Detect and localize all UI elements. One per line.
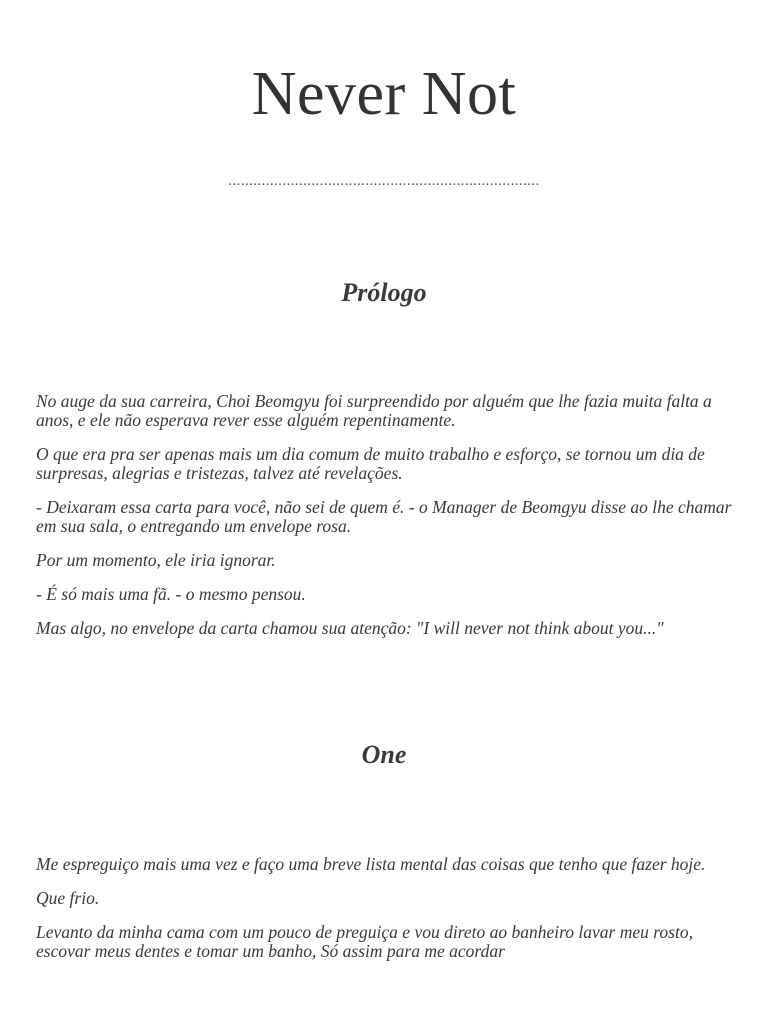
paragraph: Levanto da minha cama com um pouco de preguiça e vou direto ao banheiro lavar meu rosto, escovar meus dentes e tomar um banho, Só assim para me acordar — [36, 922, 693, 961]
section-heading-prologo: Prólogo — [341, 278, 427, 307]
paragraph: - Deixaram essa carta para você, não sei de quem é. - o Manager de Beomgyu disse ao lhe chamar em sua sala, o entregando um envelope rosa. — [36, 497, 732, 536]
document-title: Never Not — [251, 60, 517, 128]
paragraph: O que era pra ser apenas mais um dia comum de muito trabalho e esforço, se tornou um dia de surpresas, alegrias e tristezas, talvez até revelações. — [36, 444, 705, 483]
paragraph: Me espreguiço mais uma vez e faço uma breve lista mental das coisas que tenho que fazer hoje. — [36, 854, 706, 874]
paragraph: Que frio. — [36, 888, 100, 908]
paragraph: Mas algo, no envelope da carta chamou sua atenção: "I will never not think about you..." — [36, 618, 664, 638]
section-heading-one: One — [361, 740, 407, 769]
prologo-text — [36, 392, 736, 653]
paragraph: Por um momento, ele iria ignorar. — [36, 550, 276, 570]
paragraph: No auge da sua carreira, Choi Beomgyu foi surpreendido por alguém que lhe fazia muita falta a anos, e ele não esperava rever esse alguém repentinamente. — [36, 391, 712, 430]
chapter-one-text — [36, 855, 736, 976]
paragraph: - É só mais uma fã. - o mesmo pensou. — [36, 584, 306, 604]
dotted-divider: ........................................................................... — [228, 173, 540, 189]
